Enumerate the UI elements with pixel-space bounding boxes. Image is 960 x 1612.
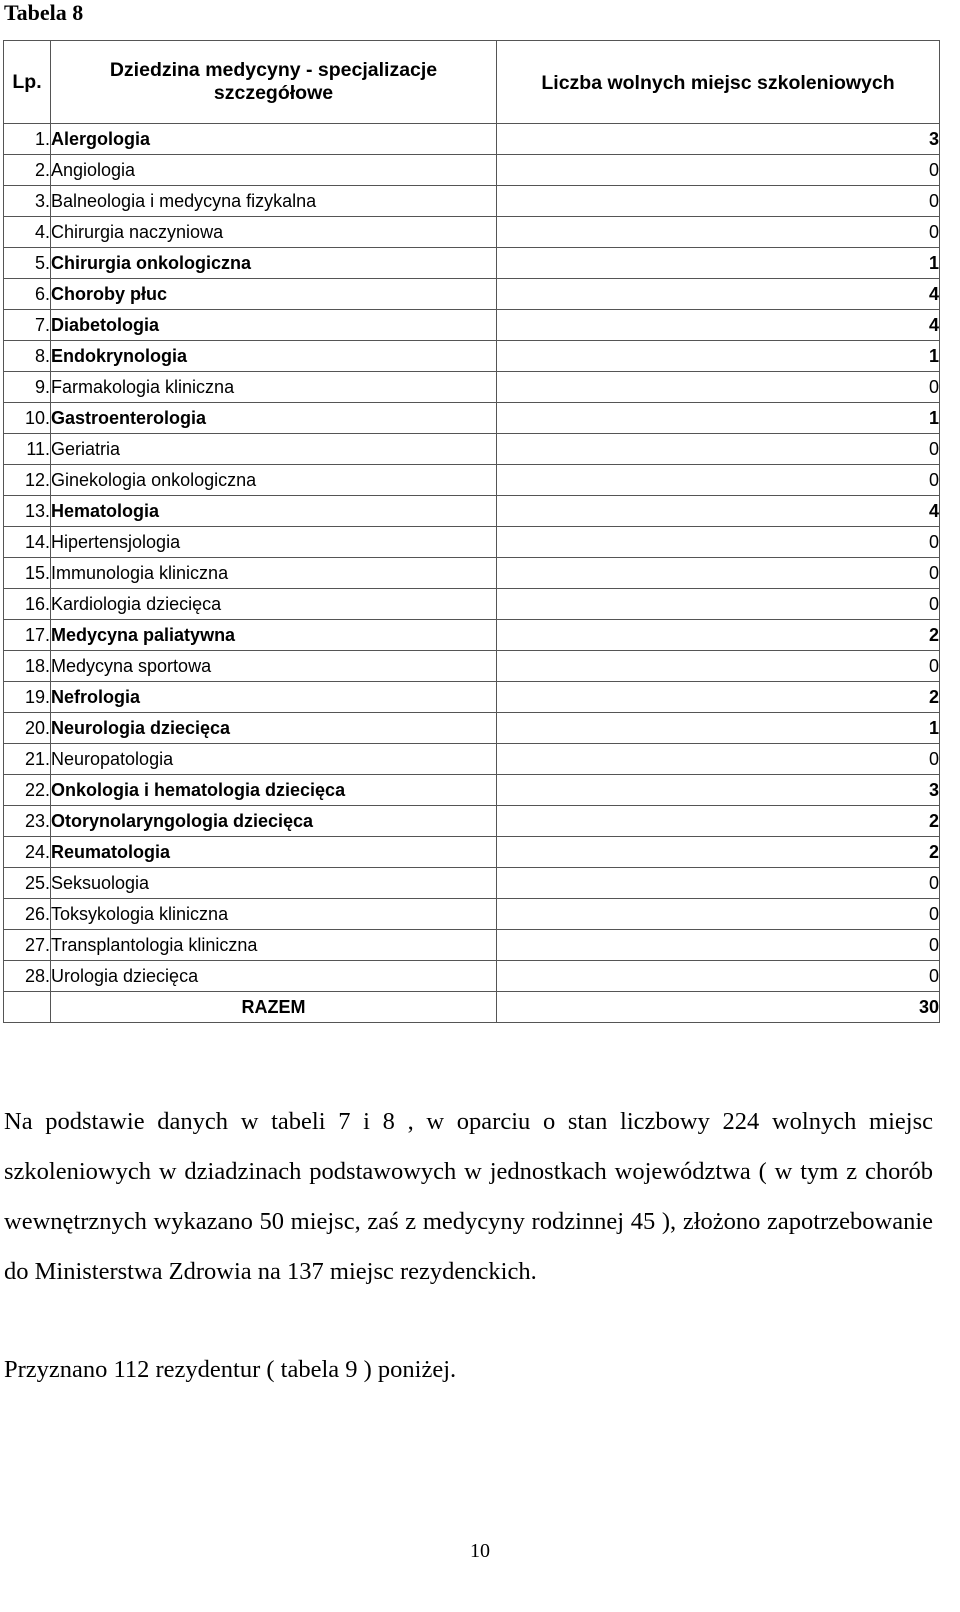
row-number: 18. [4,651,51,682]
row-free-places: 0 [497,589,940,620]
row-free-places: 0 [497,868,940,899]
table-row [4,651,940,682]
table-row [4,496,940,527]
row-specialization: Balneologia i medycyna fizykalna [51,186,497,217]
row-free-places: 0 [497,434,940,465]
row-number: 6. [4,279,51,310]
table-row [4,434,940,465]
row-free-places: 0 [497,744,940,775]
row-specialization: Ginekologia onkologiczna [51,465,497,496]
row-number: 21. [4,744,51,775]
table-row [4,558,940,589]
row-specialization: Nefrologia [51,682,497,713]
table-row [4,248,940,279]
table-row [4,775,940,806]
total-label: RAZEM [51,992,497,1023]
row-number: 24. [4,837,51,868]
row-number: 13. [4,496,51,527]
row-free-places: 4 [497,279,940,310]
row-free-places: 0 [497,899,940,930]
row-number: 8. [4,341,51,372]
row-free-places: 0 [497,651,940,682]
row-number: 9. [4,372,51,403]
row-free-places: 0 [497,558,940,589]
table-row [4,155,940,186]
table-row [4,961,940,992]
table-row [4,868,940,899]
table-row [4,186,940,217]
table-row [4,713,940,744]
row-specialization: Gastroenterologia [51,403,497,434]
row-free-places: 0 [497,155,940,186]
row-number: 22. [4,775,51,806]
row-free-places: 4 [497,496,940,527]
row-number: 4. [4,217,51,248]
row-specialization: Onkologia i hematologia dziecięca [51,775,497,806]
row-number: 3. [4,186,51,217]
header-lp: Lp. [4,41,51,124]
row-specialization: Geriatria [51,434,497,465]
granted-paragraph: Przyznano 112 rezydentur ( tabela 9 ) poniżej. [4,1356,457,1383]
row-free-places: 3 [497,775,940,806]
row-specialization: Angiologia [51,155,497,186]
row-free-places: 0 [497,930,940,961]
total-row [4,992,940,1023]
row-number: 26. [4,899,51,930]
table-row [4,837,940,868]
row-free-places: 2 [497,682,940,713]
page-number: 10 [470,1540,490,1562]
row-free-places: 0 [497,465,940,496]
summary-paragraph: Na podstawie danych w tabeli 7 i 8 , w oparciu o stan liczbowy 224 wolnych miejsc szkoleniowych w dziadzinach podstawowych w jednostkach województwa ( w tym z chorób wewnętrznych wykazano 50 miejsc, zaś z medycyny rodzinnej 45 ), złożono zapotrzebowanie do Ministerstwa Zdrowia na 137 miejsc rezydenckich. [4,1108,933,1285]
row-number: 1. [4,124,51,155]
row-specialization: Otorynolaryngologia dziecięca [51,806,497,837]
row-specialization: Kardiologia dziecięca [51,589,497,620]
table-row [4,465,940,496]
table-header-row [4,41,940,124]
row-number: 19. [4,682,51,713]
table-caption: Tabela 8 [4,0,84,25]
row-number: 17. [4,620,51,651]
row-specialization: Medycyna sportowa [51,651,497,682]
row-number: 28. [4,961,51,992]
row-free-places: 0 [497,527,940,558]
row-specialization: Alergologia [51,124,497,155]
table-row [4,744,940,775]
table-row [4,589,940,620]
table-row [4,372,940,403]
row-free-places: 0 [497,186,940,217]
row-number: 16. [4,589,51,620]
row-free-places: 4 [497,310,940,341]
row-free-places: 1 [497,713,940,744]
row-number: 2. [4,155,51,186]
table-row [4,310,940,341]
total-empty-cell [4,992,51,1023]
row-free-places: 3 [497,124,940,155]
table-row [4,217,940,248]
row-specialization: Neurologia dziecięca [51,713,497,744]
table-row [4,527,940,558]
row-free-places: 1 [497,341,940,372]
row-specialization: Reumatologia [51,837,497,868]
header-specialization: Dziedzina medycyny - specjalizacje szczegółowe [51,41,497,124]
row-free-places: 1 [497,403,940,434]
row-number: 15. [4,558,51,589]
table-row [4,124,940,155]
row-free-places: 2 [497,620,940,651]
row-free-places: 0 [497,961,940,992]
row-number: 11. [4,434,51,465]
row-number: 7. [4,310,51,341]
row-number: 12. [4,465,51,496]
row-specialization: Diabetologia [51,310,497,341]
total-value: 30 [497,992,940,1023]
row-free-places: 0 [497,372,940,403]
row-specialization: Urologia dziecięca [51,961,497,992]
row-number: 27. [4,930,51,961]
row-specialization: Hipertensjologia [51,527,497,558]
table-body [4,124,940,1023]
row-specialization: Farmakologia kliniczna [51,372,497,403]
row-specialization: Toksykologia kliniczna [51,899,497,930]
row-free-places: 2 [497,837,940,868]
table-row [4,279,940,310]
row-specialization: Medycyna paliatywna [51,620,497,651]
table-row [4,899,940,930]
row-number: 23. [4,806,51,837]
row-specialization: Neuropatologia [51,744,497,775]
row-specialization: Immunologia kliniczna [51,558,497,589]
row-number: 10. [4,403,51,434]
row-free-places: 1 [497,248,940,279]
row-number: 14. [4,527,51,558]
row-number: 25. [4,868,51,899]
table-row [4,403,940,434]
row-free-places: 0 [497,217,940,248]
row-number: 5. [4,248,51,279]
table-row [4,620,940,651]
specializations-table [3,40,940,1023]
row-specialization: Endokrynologia [51,341,497,372]
row-free-places: 2 [497,806,940,837]
row-number: 20. [4,713,51,744]
row-specialization: Seksuologia [51,868,497,899]
header-free-places: Liczba wolnych miejsc szkoleniowych [497,41,940,124]
table-row [4,930,940,961]
table-row [4,806,940,837]
row-specialization: Transplantologia kliniczna [51,930,497,961]
row-specialization: Chirurgia onkologiczna [51,248,497,279]
row-specialization: Hematologia [51,496,497,527]
table-row [4,341,940,372]
row-specialization: Choroby płuc [51,279,497,310]
row-specialization: Chirurgia naczyniowa [51,217,497,248]
table-row [4,682,940,713]
